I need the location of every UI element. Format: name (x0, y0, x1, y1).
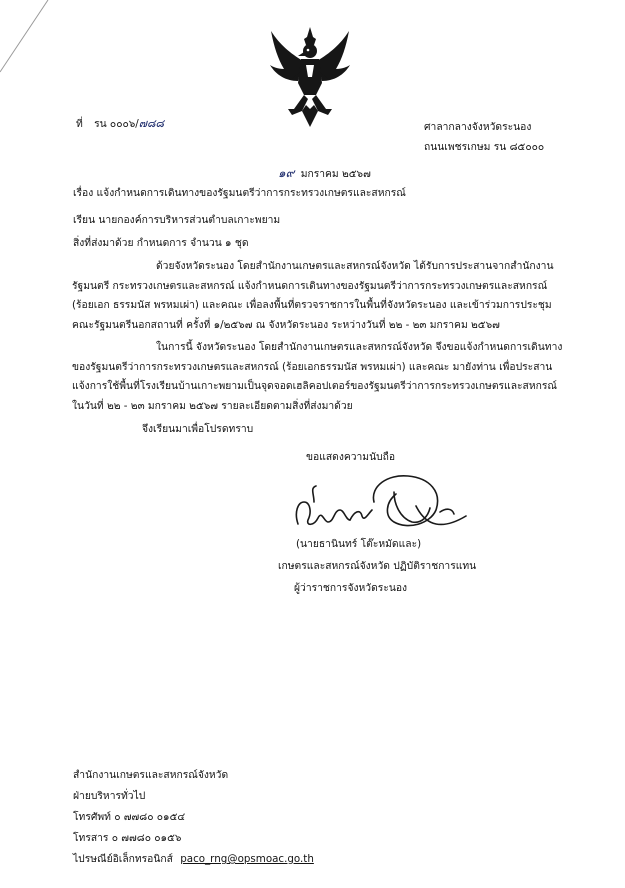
signer-title-line2: ผู้ว่าราชการจังหวัดระนอง (294, 582, 408, 594)
footer-email-line (73, 850, 314, 867)
paragraph-line: ในการนี้ จังหวัดระนอง โดยสำนักงานเกษตรและสหกรณ์จังหวัด จึงขอแจ้งกำหนดการเดินทาง (156, 341, 563, 353)
signer-name: (นายธานินทร์ โต๊ะหมัดและ) (296, 538, 422, 550)
reference-handwritten: ๗๘๘ (138, 117, 165, 130)
paragraph-line: รัฐมนตรี กระทรวงเกษตรและสหกรณ์ แจ้งกำหนดการเดินทางของรัฐมนตรีว่าการกระทรวงเกษตรและสหกรณ์ (72, 279, 548, 292)
body-paragraph-1 (72, 257, 568, 335)
date-printed: มกราคม ๒๕๖๗ (300, 168, 371, 180)
footer-division: ฝ่ายบริหารทั่วไป (73, 790, 146, 802)
reference-number (76, 114, 164, 132)
closing-phrase: ขอแสดงความนับถือ (306, 451, 396, 463)
enclosure-line: สิ่งที่ส่งมาด้วย กำหนดการ จำนวน ๑ ชุด (73, 237, 249, 249)
closing-request: จึงเรียนมาเพื่อโปรดทราบ (142, 423, 254, 435)
letter-date (278, 164, 371, 183)
paragraph-line: (ร้อยเอก ธรรมนัส พรหมเผ่า) และคณะ เพื่อลงพื้นที่ตรวจราชการในพื้นที่จังหวัดระนอง และเข้าร่วมการประชุม (72, 299, 552, 311)
issuer-address-line2: ถนนเพชรเกษม รน ๘๕๐๐๐ (424, 141, 545, 153)
paragraph-line: แจ้งการใช้พื้นที่โรงเรียนบ้านเกาะพยามเป็นจุดจอดเฮลิคอปเตอร์ของรัฐมนตรีว่าการกระทรวงเกษตรและสหกรณ์ (72, 380, 557, 392)
subject-line: เรื่อง แจ้งกำหนดการเดินทางของรัฐมนตรีว่าการกระทรวงเกษตรและสหกรณ์ (73, 187, 406, 199)
footer-fax: โทรสาร ๐ ๗๗๘๐ ๐๑๕๖ (73, 832, 182, 844)
footer-office: สำนักงานเกษตรและสหกรณ์จังหวัด (73, 769, 229, 781)
date-handwritten-day: ๑๙ (278, 166, 295, 180)
issuer-address-line1: ศาลากลางจังหวัดระนอง (424, 121, 532, 133)
footer-email-label: ไปรษณีย์อิเล็กทรอนิกส์ (73, 853, 173, 865)
reference-printed: รน ๐๐๐๖/ (94, 118, 139, 130)
paragraph-line: ของรัฐมนตรีว่าการกระทรวงเกษตรและสหกรณ์ (ร้อยเอกธรรมนัส พรหมเผ่า) และคณะ มายังท่าน เพื่อประสาน (72, 360, 553, 373)
garuda-emblem-icon (268, 25, 352, 129)
paragraph-line: ด้วยจังหวัดระนอง โดยสำนักงานเกษตรและสหกรณ์จังหวัด ได้รับการประสานจากสำนักงาน (156, 260, 554, 272)
footer-phone: โทรศัพท์ ๐ ๗๗๘๐ ๐๑๕๔ (73, 811, 186, 823)
paragraph-line: ในวันที่ ๒๒ - ๒๓ มกราคม ๒๕๖๗ รายละเอียดตามสิ่งที่ส่งมาด้วย (72, 399, 353, 412)
handwritten-signature (290, 472, 470, 534)
reference-label: ที่ (76, 118, 83, 130)
paragraph-line: คณะรัฐมนตรีนอกสถานที่ ครั้งที่ ๑/๒๕๖๗ ณ จังหวัดระนอง ระหว่างวันที่ ๒๒ - ๒๓ มกราคม ๒๕๖๗ (72, 318, 500, 331)
salutation-line: เรียน นายกองค์การบริหารส่วนตำบลเกาะพยาม (73, 214, 281, 226)
body-paragraph-2 (72, 338, 568, 416)
footer-email-link[interactable]: paco_rng@opsmoac.go.th (180, 853, 314, 865)
signer-title-line1: เกษตรและสหกรณ์จังหวัด ปฏิบัติราชการแทน (278, 560, 477, 572)
